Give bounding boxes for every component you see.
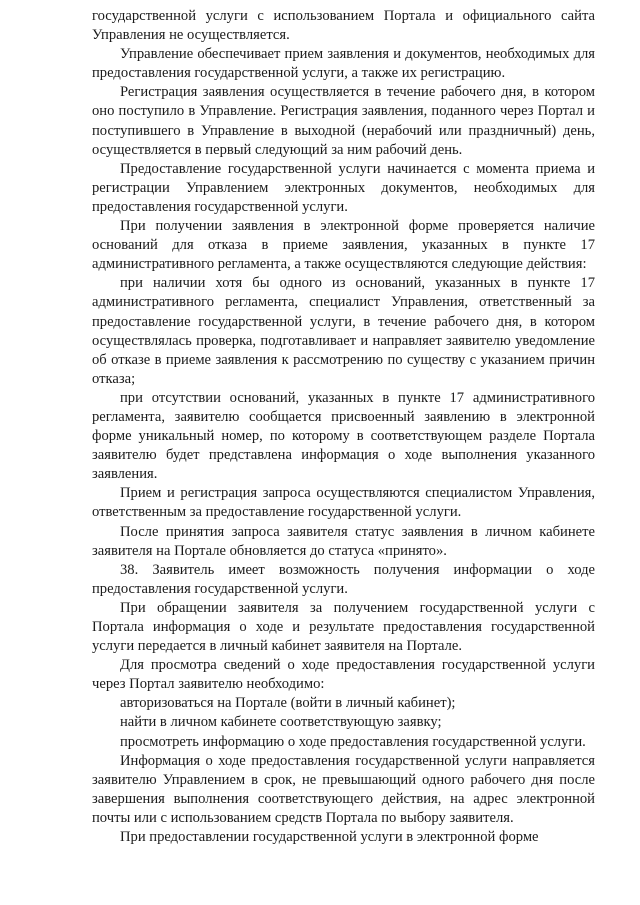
paragraph-service-start: Предоставление государственной услуги начинается с момента приема и регистрации Управлением электронных документов, необходимых для предоставления государственной услуги. xyxy=(92,160,595,215)
paragraph-view-steps-intro: Для просмотра сведений о ходе предоставления государственной услуги через Портал заявителю необходимо: xyxy=(92,657,595,693)
paragraph-request-registration: Прием и регистрация запроса осуществляются специалистом Управления, ответственным за предоставление государственной услуги. xyxy=(92,485,595,521)
paragraph-info-delivery: Информация о ходе предоставления государственной услуги направляется заявителю Управлением в срок, не превышающий одного рабочего дня после завершения выполнения соответствующего действия, на адрес электронной почты или с использованием средств Портала по выбору заявителя. xyxy=(92,752,595,826)
paragraph-refusal-grounds: при наличии хотя бы одного из оснований, указанных в пункте 17 административного регламента, специалист Управления, ответственный за предоставление государственной услуги, в течение рабочего дня, в котором осуществлялась проверка, подготавливает и направляет заявителю уведомление об отказе в приеме заявления к рассмотрению по существу с указанием причин отказа; xyxy=(92,275,595,387)
paragraph-registration: Регистрация заявления осуществляется в течение рабочего дня, в котором оно поступило в Управление. Регистрация заявления, поданного через Портал и поступившего в Управление в выходной (нерабочий или праздничный) день, осуществляется в первый следующий за ним рабочий день. xyxy=(92,84,595,158)
paragraph-status-update: После принятия запроса заявителя статус заявления в личном кабинете заявителя на Портале обновляется до статуса «принято». xyxy=(92,523,595,559)
list-item-view-info: просмотреть информацию о ходе предоставления государственной услуги. xyxy=(120,733,586,750)
paragraph-reception: Управление обеспечивает прием заявления и документов, необходимых для предоставления государственной услуги, а также их регистрацию. xyxy=(92,46,595,82)
paragraph-continuation: государственной услуги с использованием Портала и официального сайта Управления не осуществляется. xyxy=(92,8,595,44)
paragraph-electronic-check: При получении заявления в электронной форме проверяется наличие оснований для отказа в приеме заявления, указанных в пункте 17 административного регламента, а также осуществляются следующие действия: xyxy=(92,218,595,273)
paragraph-electronic-form: При предоставлении государственной услуги в электронной форме xyxy=(120,829,539,846)
list-item-authorize: авторизоваться на Портале (войти в личный кабинет); xyxy=(120,695,456,712)
document-page xyxy=(92,7,595,847)
paragraph-no-grounds: при отсутствии оснований, указанных в пункте 17 административного регламента, заявителю сообщается присвоенный заявлению в электронной форме уникальный номер, по которому в соответствующем разделе Портала заявителю будет представлена информация о ходе выполнения указанного заявления. xyxy=(92,389,595,483)
list-item-find-request: найти в личном кабинете соответствующую заявку; xyxy=(120,714,442,731)
paragraph-item-38: 38. Заявитель имеет возможность получения информации о ходе предоставления государственной услуги. xyxy=(92,561,595,597)
paragraph-portal-info: При обращении заявителя за получением государственной услуги с Портала информация о ходе и результате предоставления государственной услуги передается в личный кабинет заявителя на Портале. xyxy=(92,599,595,655)
